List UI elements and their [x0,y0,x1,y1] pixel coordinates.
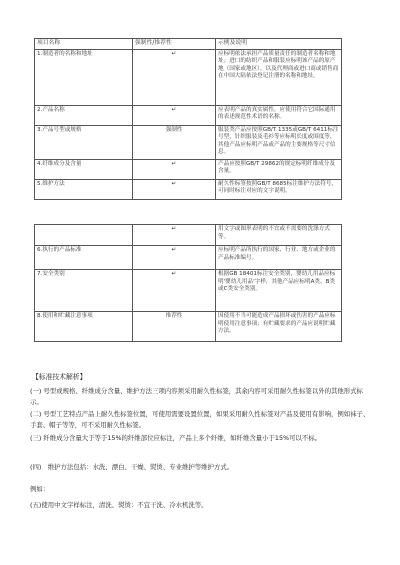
table-row [35,105,342,125]
paragraph: 例如： [30,485,50,493]
header-item-name: 项目名称 [35,39,133,50]
recommended-cell [133,312,216,342]
row-desc: 服装类产品应按照GB/T 1335或GB/T 6411标注号型，针织服装及毛衫等应标明长度或围度等，其他产品应标明产品或产品的主要规格等尺寸信息。 [216,125,342,159]
paragraph: (一) 号型或规格、纤维成分含量、维护方法三项内容须采用耐久性标签，其余内容可采用耐久性标签以外的其他形式标示。 [30,387,363,406]
row-mark: ↵ [133,179,216,199]
table-row [35,225,342,246]
table-row [35,246,342,270]
row-mark: ↵ [133,246,216,270]
row-desc: 应标明产品所执行的国家、行业、地方或企业的产品标准编号。 [216,246,342,270]
paragraph: (四) 维护方法包括：水洗、漂白、干燥、熨烫、专业维护等维护方式。 [30,463,234,471]
row-desc: 用文字或图形表明的不宜或不需要的洗涤方式等。 [216,225,342,246]
row-mark: ↵ [133,270,216,312]
row-desc: 耐久性标签按照GB/T 8685标注维护方法符号，可同时标注对应的文字说明。 [216,179,342,199]
row-name: 4.纤维成分及含量 [35,159,133,179]
table-row [35,270,342,312]
mandatory-label: 强制性 [165,126,183,133]
row-name: 5.维护方法 [35,179,133,199]
row-mark: ↵ [133,49,216,105]
row-name: 3.产品号型或规格 [35,125,133,159]
row-desc: 因使用不当可能造成产品损坏或伤害的产品应标明使用注意事项；有贮藏要求的产品应说明贮藏方法。 [216,312,342,342]
row-name: 7.安全类别 [35,270,133,312]
recommended-label: 推荐性 [165,313,183,319]
row-name: 6.执行的产品标准 [35,246,133,270]
paragraph: (五)使用中文字样标注，清洗、熨烫：不宜干洗、冷水机洗等。 [30,501,208,509]
row-name: 1.制造者的名称和地址 [35,49,133,105]
row-mark: ↵ [133,105,216,125]
table-row [35,49,342,105]
section-title: 【标准技术解析】 [32,373,87,381]
row-desc: 应标明依法承担产品质量责任的制造者名称和地址；进口的纺织产品和服装应标明该产品的原产地（国家或地区），以及代理商或进口商或销售商在中国大陆依法登记注册的名称和地址。 [216,49,342,105]
row-mark: ↵ [133,225,216,246]
label-requirements-table-continued [34,224,342,342]
table-row [35,179,342,199]
paragraph: (三) 纤维成分含量大于等于15%的纤维部位应标注，产品上多个纤维，如纤维含量小于15%可以不标。 [30,434,322,442]
row-mark: ↵ [133,159,216,179]
paragraph: (二) 号型工艺特点产品上耐久性标签位置，可使用需要设置位置，如果采用耐久性标签对产品及使用有影响，例如袜子、手套、帽子等等，可不采用耐久性标签。 [30,410,370,429]
row-name: 2.产品名称 [35,105,133,125]
row-name [35,225,133,246]
row-desc: 产品应按照GB/T 29862的规定标明纤维成分及含量。 [216,159,342,179]
row-desc: 根据GB 18401标注安全类别，婴幼儿用品应标明'婴幼儿用品'字样，其他产品应标明A类、B类或C类安全类别。 [216,270,342,312]
table-row [35,125,342,159]
mandatory-cell [133,125,216,159]
row-desc: 应表明产品的真实属性，应使用符合它国际通用的表述规范性术语的名称。 [216,105,342,125]
label-requirements-table [34,38,342,200]
table-row [35,312,342,342]
table-row [35,159,342,179]
header-example: 示例及说明 [216,39,342,50]
header-mandatory: 强制性/推荐性 [133,39,216,50]
row-name: 8.使用和贮藏注意事项 [35,312,133,342]
table-header-row [35,39,342,50]
